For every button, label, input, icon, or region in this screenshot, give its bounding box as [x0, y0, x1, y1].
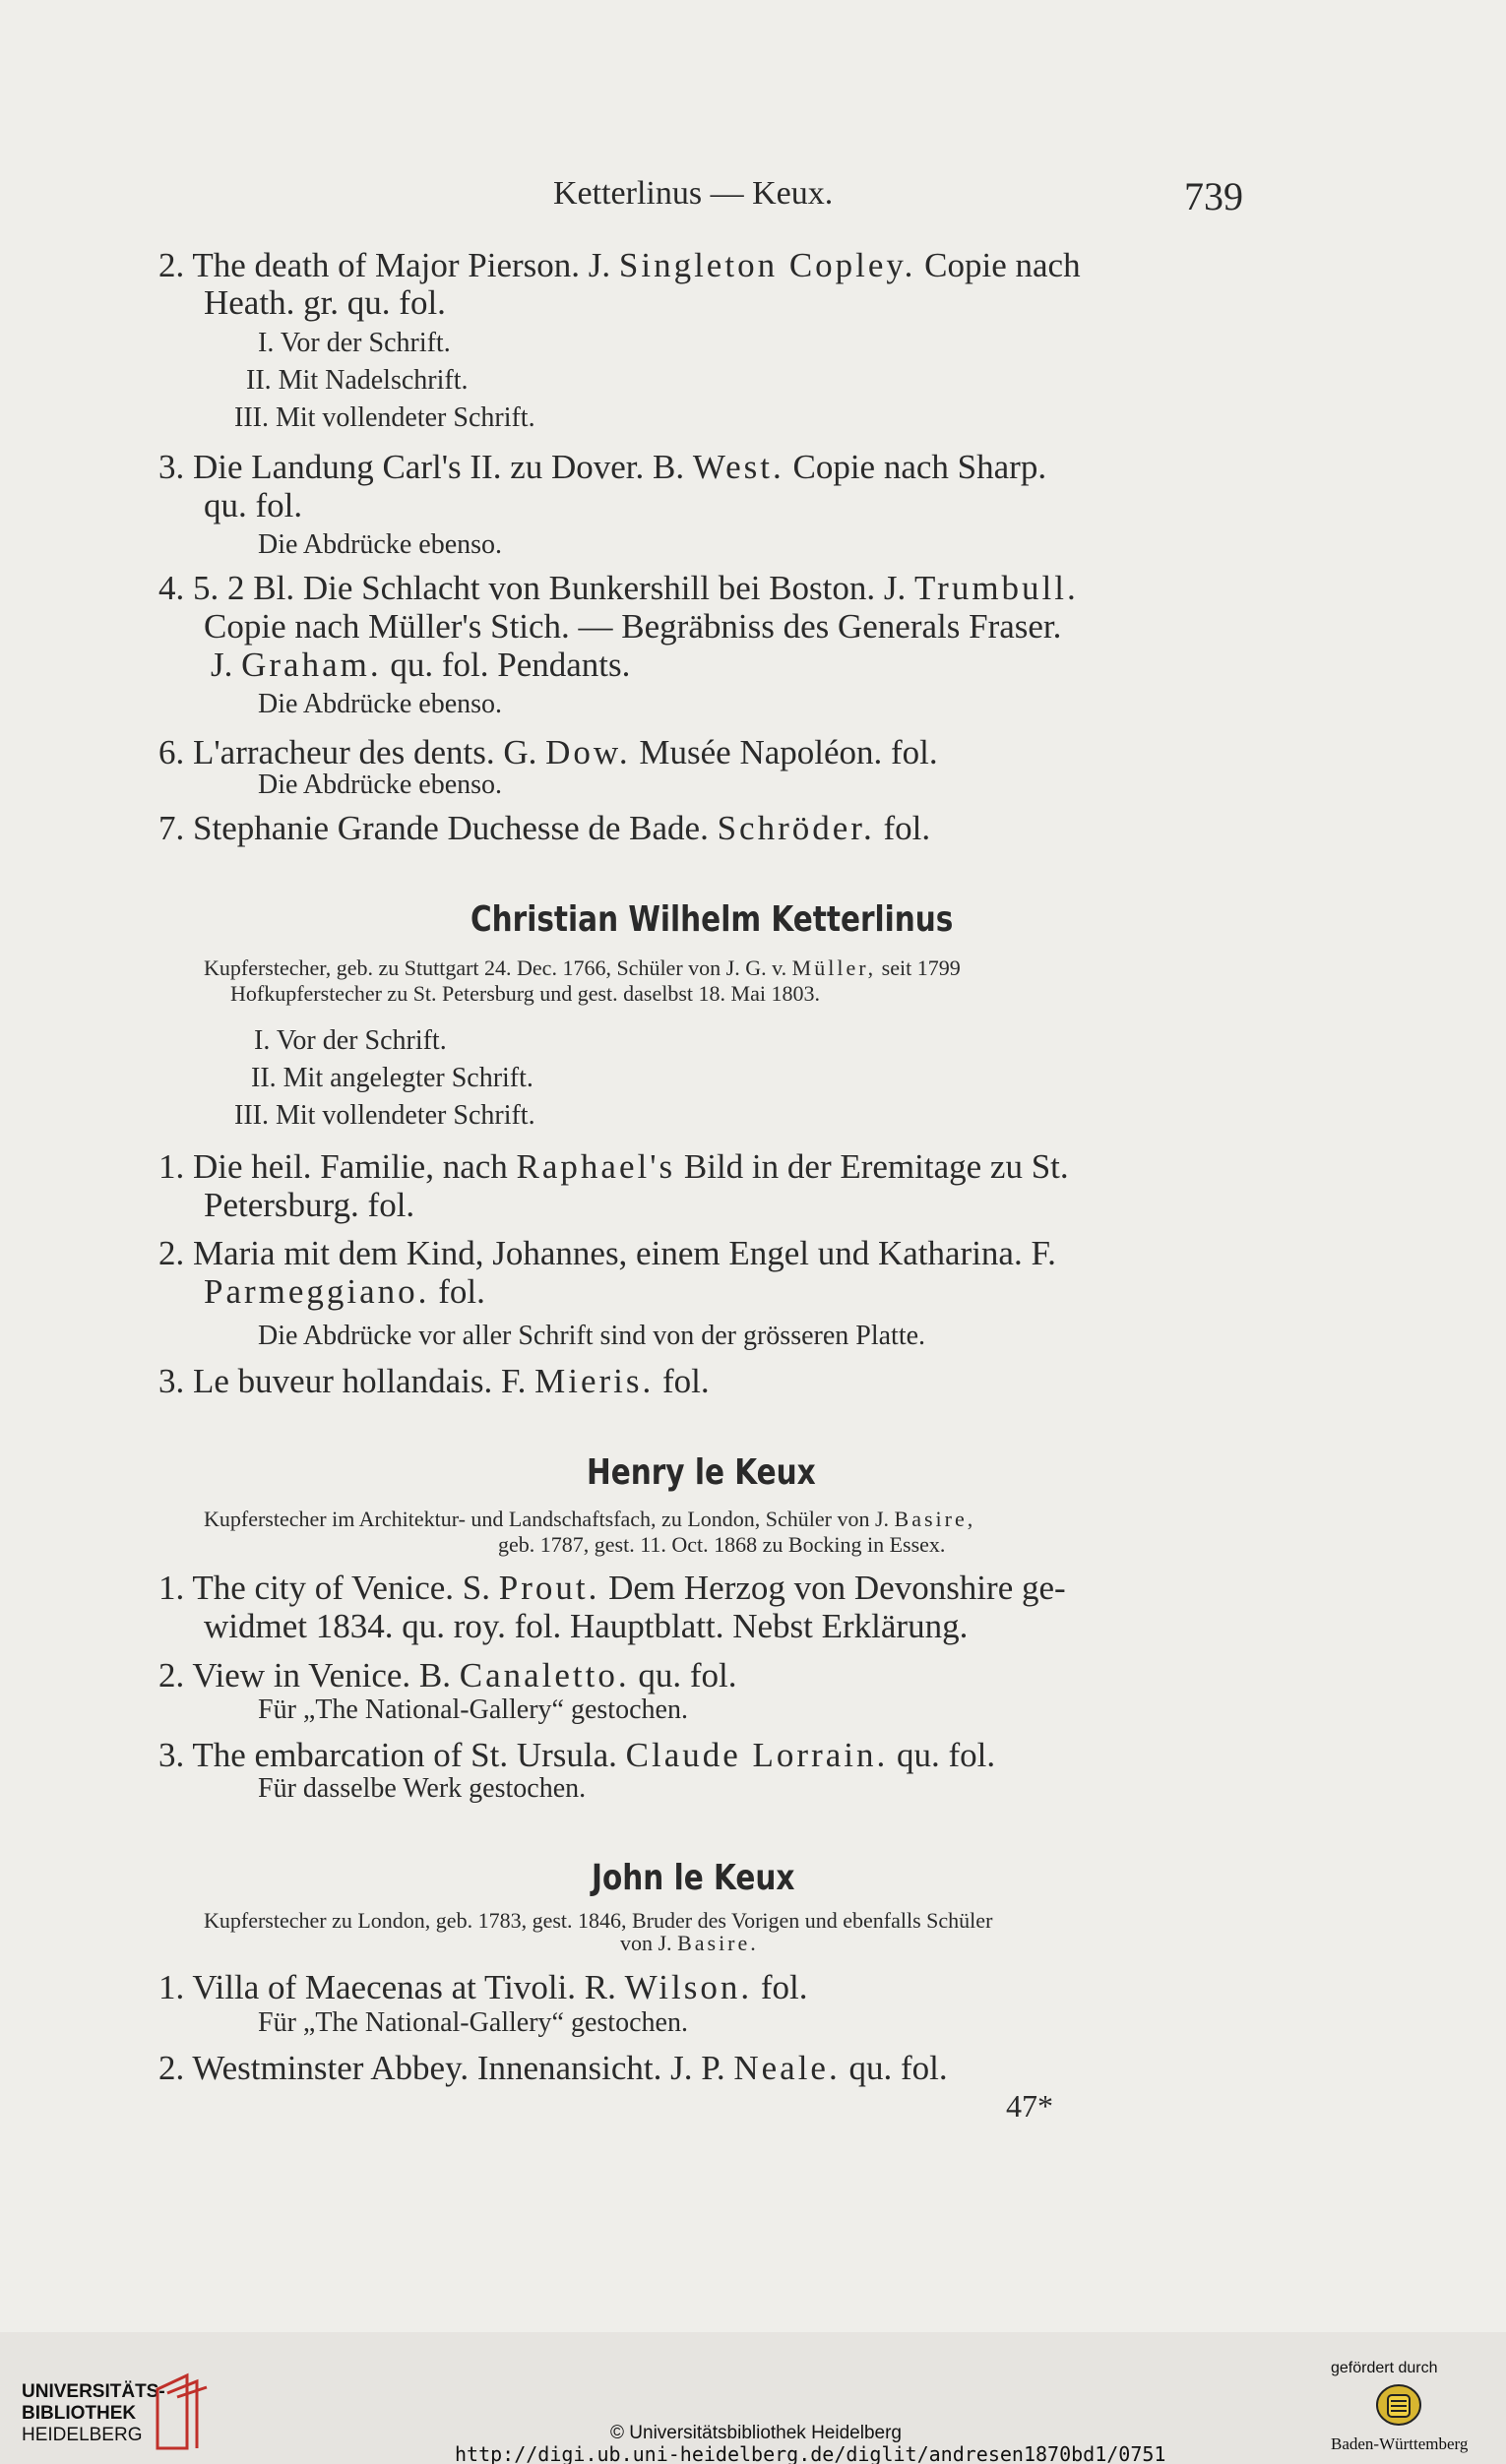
entry-4-line3: J. Graham. qu. fol. Pendants. — [211, 646, 631, 684]
entry-2-line1: 2. Westminster Abbey. Innenansicht. J. P. Neale. qu. fol. — [158, 2049, 948, 2087]
entry-6-line1: 6. L'arracheur des dents. G. Dow. Musée Napoléon. fol. — [158, 733, 938, 771]
section-heading-henry: Henry le Keux — [587, 1452, 816, 1493]
entry-4-line1: 4. 5. 2 Bl. Die Schlacht von Bunkershill bei Boston. J. Trumbull. — [158, 569, 1079, 607]
entry-3-line1: 3. The embarcation of St. Ursula. Claude Lorrain. qu. fol. — [158, 1736, 996, 1774]
footer-bar — [0, 2332, 1506, 2464]
entry-note: Die Abdrücke vor aller Schrift sind von der grösseren Platte. — [258, 1321, 926, 1351]
bio-line: Kupferstecher im Architektur- und Landschaftsfach, zu London, Schüler von J. Basire, — [204, 1507, 976, 1531]
entry-note: Für „The National-Gallery“ gestochen. — [258, 1694, 688, 1725]
section-heading-john: John le Keux — [592, 1858, 795, 1898]
state-coat-of-arms-icon — [1374, 2381, 1423, 2429]
library-logo-icon — [150, 2370, 211, 2454]
running-title: Ketterlinus — Keux. — [553, 175, 834, 212]
funded-by-label: gefördert durch — [1331, 2360, 1438, 2376]
entry-3-line2: qu. fol. — [204, 486, 303, 524]
entry-2-line1: 2. View in Venice. B. Canaletto. qu. fol. — [158, 1656, 737, 1694]
document-url[interactable]: http://digi.ub.uni-heidelberg.de/diglit/andresen1870bd1/0751 — [455, 2442, 1166, 2464]
entry-2-line2: Heath. gr. qu. fol. — [204, 283, 446, 322]
bio-line: Hofkupferstecher zu St. Petersburg und gest. daselbst 18. Mai 1803. — [230, 981, 820, 1006]
state-label: Baden-Württemberg — [1331, 2434, 1469, 2453]
bio-line: von J. Basire. — [620, 1931, 759, 1955]
state-line: I. Vor der Schrift. — [254, 1025, 447, 1056]
entry-1-line1: 1. Die heil. Familie, nach Raphael's Bild in der Eremitage zu St. — [158, 1147, 1069, 1186]
entry-1-line2: Petersburg. fol. — [204, 1186, 415, 1224]
state-line: II. Mit Nadelschrift. — [246, 365, 469, 396]
entry-3-line1: 3. Die Landung Carl's II. zu Dover. B. West. Copie nach Sharp. — [158, 448, 1047, 486]
entry-7-line1: 7. Stephanie Grande Duchesse de Bade. Schröder. fol. — [158, 809, 931, 847]
state-line: III. Mit vollendeter Schrift. — [234, 402, 535, 433]
entry-1-line1: 1. Villa of Maecenas at Tivoli. R. Wilson. fol. — [158, 1968, 808, 2006]
state-line: II. Mit angelegter Schrift. — [251, 1063, 533, 1093]
entry-note: Die Abdrücke ebenso. — [258, 770, 503, 800]
entry-3-line1: 3. Le buveur hollandais. F. Mieris. fol. — [158, 1362, 710, 1400]
entry-2-line1: 2. The death of Major Pierson. J. Singleton Copley. Copie nach — [158, 246, 1081, 284]
entry-note: Die Abdrücke ebenso. — [258, 689, 503, 719]
entry-2-line1: 2. Maria mit dem Kind, Johannes, einem Engel und Katharina. F. — [158, 1234, 1056, 1272]
signature-mark: 47* — [1006, 2088, 1053, 2124]
state-line: III. Mit vollendeter Schrift. — [234, 1100, 535, 1131]
copyright: © Universitätsbibliothek Heidelberg — [610, 2423, 902, 2443]
bio-line: Kupferstecher, geb. zu Stuttgart 24. Dec. 1766, Schüler von J. G. v. Müller, seit 1799 — [204, 955, 961, 980]
entry-1-line2: widmet 1834. qu. roy. fol. Hauptblatt. Nebst Erklärung. — [204, 1607, 969, 1645]
entry-2-line2: Parmeggiano. fol. — [204, 1272, 485, 1311]
section-heading-ketterlinus: Christian Wilhelm Ketterlinus — [471, 899, 954, 940]
entry-note: Die Abdrücke ebenso. — [258, 529, 503, 560]
entry-note: Für „The National-Gallery“ gestochen. — [258, 2007, 688, 2038]
bio-line: Kupferstecher zu London, geb. 1783, gest. 1846, Bruder des Vorigen und ebenfalls Schüler — [204, 1908, 993, 1933]
entry-1-line1: 1. The city of Venice. S. Prout. Dem Herzog von Devonshire ge- — [158, 1569, 1066, 1607]
bio-line: geb. 1787, gest. 11. Oct. 1868 zu Bocking in Essex. — [498, 1532, 946, 1557]
state-line: I. Vor der Schrift. — [258, 328, 451, 358]
library-logo-text: UNIVERSITÄTS- BIBLIOTHEK HEIDELBERG — [22, 2381, 165, 2445]
page-number: 739 — [1184, 174, 1243, 218]
entry-4-line2: Copie nach Müller's Stich. — Begräbniss des Generals Fraser. — [204, 607, 1062, 646]
entry-note: Für dasselbe Werk gestochen. — [258, 1773, 587, 1804]
